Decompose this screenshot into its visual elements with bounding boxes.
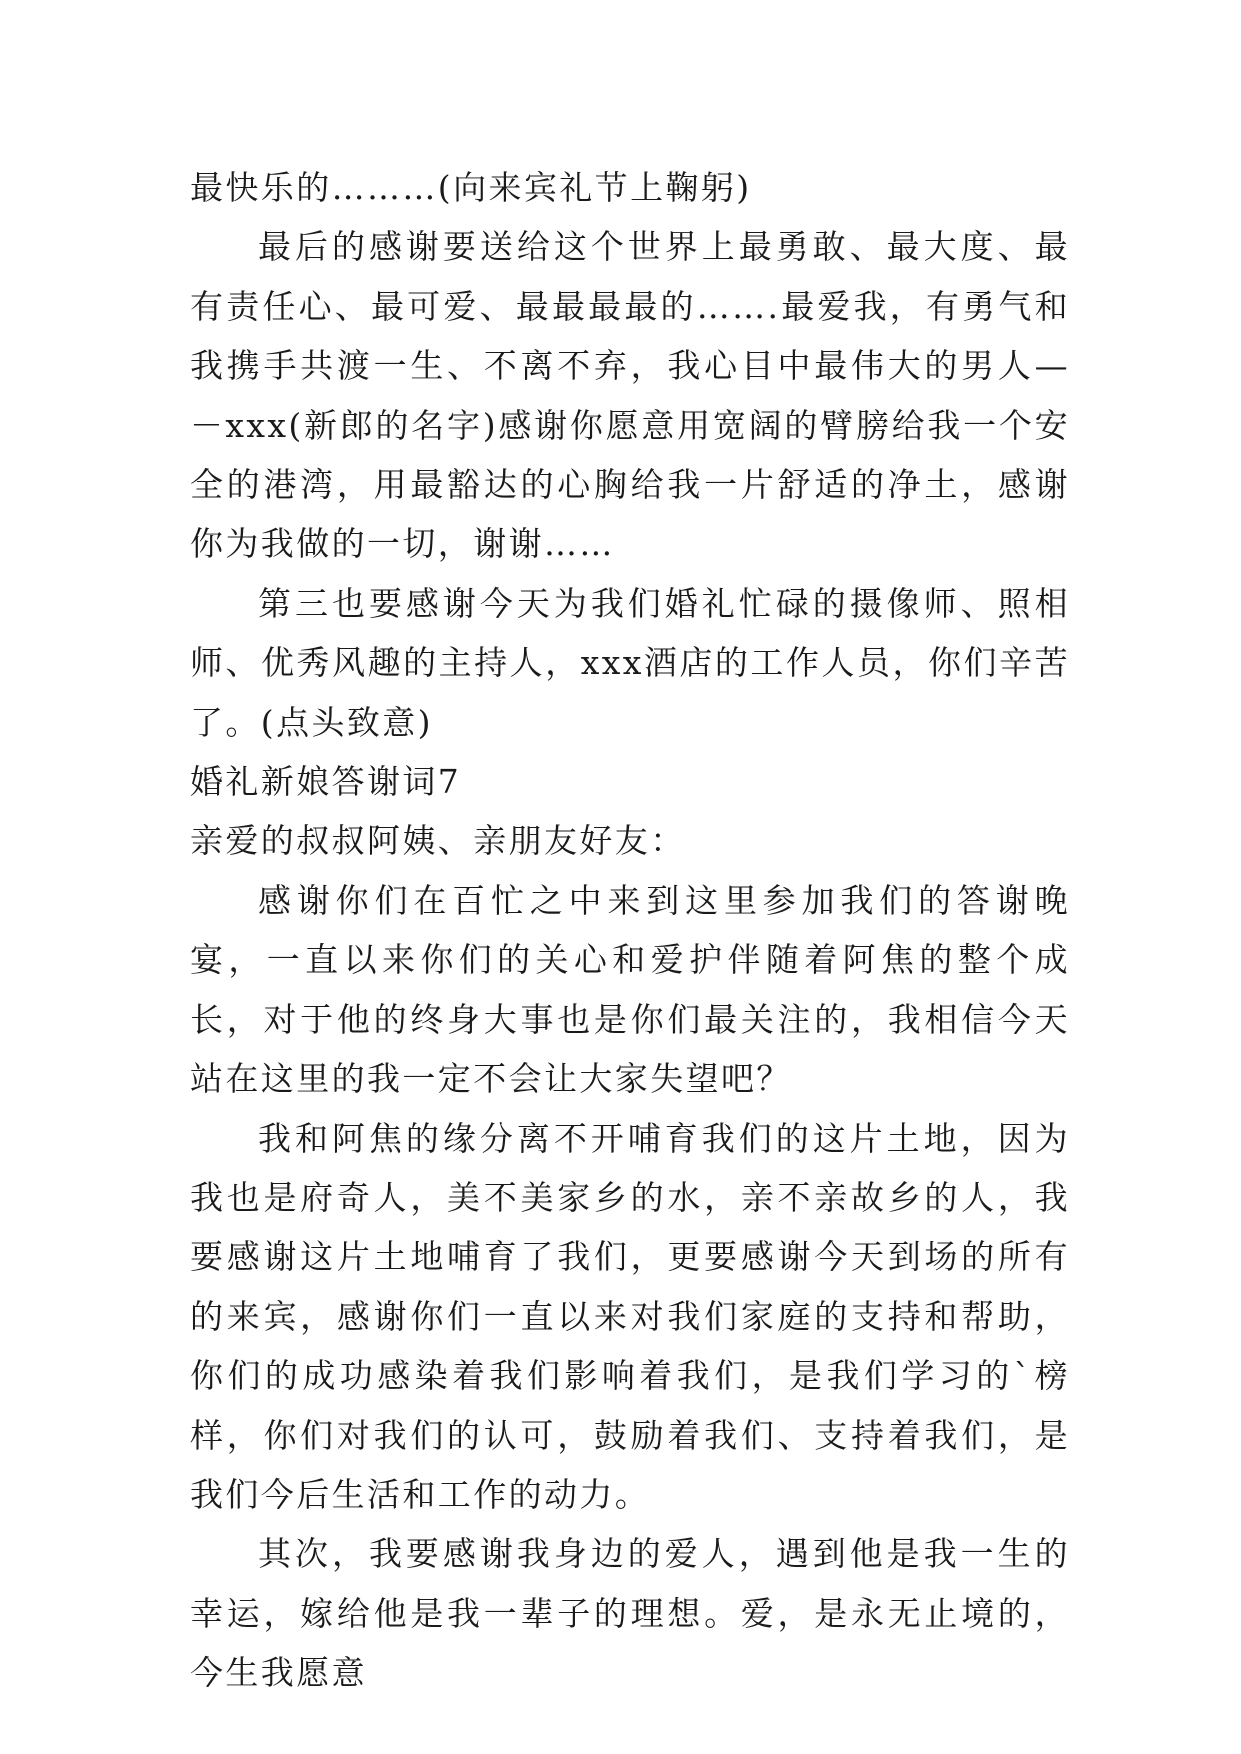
salutation: 亲爱的叔叔阿姨、亲朋友好友： bbox=[190, 821, 686, 861]
section-heading: 婚礼新娘答谢词7 bbox=[190, 762, 462, 802]
paragraph-3: 第三也要感谢今天为我们婚礼忙碌的摄像师、照相师、优秀风趣的主持人，xxx酒店的工作人员，你们辛苦了。(点头致意) bbox=[190, 583, 1070, 742]
paragraph-1: 最快乐的………(向来宾礼节上鞠躬) bbox=[190, 168, 752, 207]
paragraph-5: 我和阿焦的缘分离不开哺育我们的这片土地，因为我也是府奇人，美不美家乡的水，亲不亲故乡的人，我要感谢这片土地哺育了我们，更要感谢今天到场的所有的来宾，感谢你们一直以来对我们家庭的支持和帮助，你们的成功感染着我们影响着我们，是我们学习的`榜样，你们对我们的认可，鼓励着我们、支持着我们，是我们今后生活和工作的动力。 bbox=[190, 1118, 1070, 1514]
paragraph-4: 感谢你们在百忙之中来到这里参加我们的答谢晚宴，一直以来你们的关心和爱护伴随着阿焦的整个成长，对于他的终身大事也是你们最关注的，我相信今天站在这里的我一定不会让大家失望吧？ bbox=[190, 880, 1070, 1099]
paragraph-6: 其次，我要感谢我身边的爱人，遇到他是我一生的幸运，嫁给他是我一辈子的理想。爱，是永无止境的，今生我愿意 bbox=[190, 1534, 1070, 1693]
paragraph-2: 最后的感谢要送给这个世界上最勇敢、最大度、最有责任心、最可爱、最最最最的…….最爱我，有勇气和我携手共渡一生、不离不弃，我心目中最伟大的男人—－xxx(新郎的名字)感谢你愿意用宽阔的臂膀给我一个安全的港湾，用最豁达的心胸给我一片舒适的净土，感谢你为我做的一切，谢谢…… bbox=[190, 227, 1070, 564]
document-body bbox=[190, 158, 1070, 1703]
